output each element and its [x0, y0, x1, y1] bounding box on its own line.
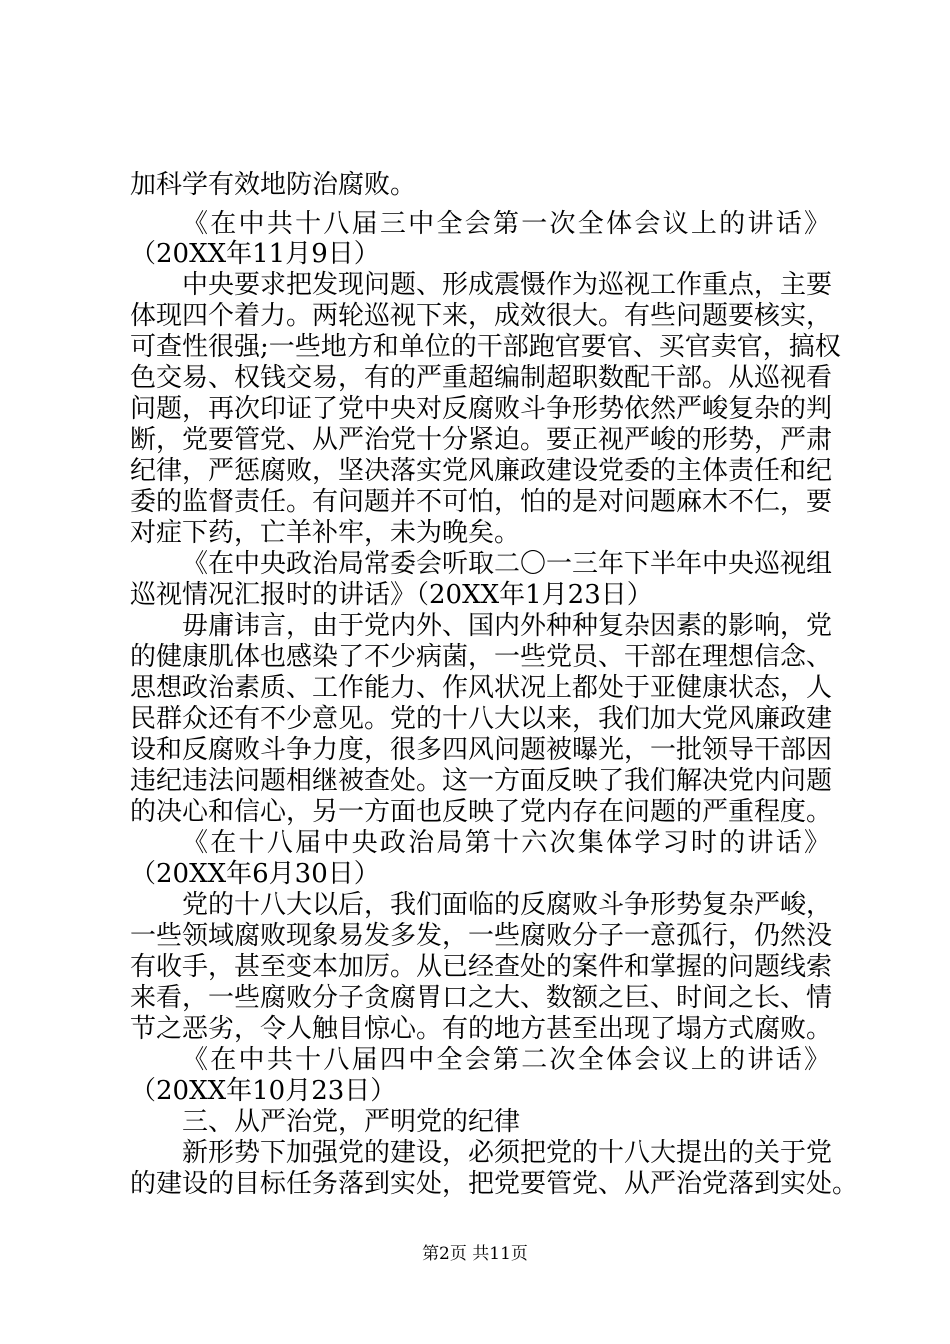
text-line: 加科学有效地防治腐败。	[130, 170, 417, 200]
text-line: 毋庸讳言，由于党内外、国内外种种复杂因素的影响，党	[182, 611, 833, 641]
text-line: 设和反腐败斗争力度，很多四风问题被曝光，一批领导干部因	[130, 735, 833, 765]
text-line: 体现四个着力。两轮巡视下来，成效很大。有些问题要核实，	[130, 301, 833, 331]
section-heading: 三、从严治党，严明党的纪律	[182, 1107, 521, 1137]
citation-date: （20XX年6月30日）	[130, 859, 380, 889]
text-line: 有收手，甚至变本加厉。从已经查处的案件和掌握的问题线索	[130, 952, 833, 982]
text-line: 思想政治素质、工作能力、作风状况上都处于亚健康状态，人	[130, 673, 833, 703]
citation-date: （20XX年10月23日）	[130, 1076, 397, 1106]
text-line: 民群众还有不少意见。党的十八大以来，我们加大党风廉政建	[130, 704, 833, 734]
citation-date: （20XX年11月9日）	[130, 239, 380, 269]
text-line: 的建设的目标任务落到实处，把党要管党、从严治党落到实处。	[130, 1169, 859, 1199]
text-line: 来看，一些腐败分子贪腐胃口之大、数额之巨、时间之长、情	[130, 983, 833, 1013]
text-line: 违纪违法问题相继被查处。这一方面反映了我们解决党内问题	[130, 766, 833, 796]
text-line: 对症下药，亡羊补牢，未为晚矣。	[130, 518, 521, 548]
text-line: 委的监督责任。有问题并不可怕，怕的是对问题麻木不仁，要	[130, 487, 833, 517]
text-line: 的健康肌体也感染了不少病菌，一些党员、干部在理想信念、	[130, 642, 833, 672]
text-line: 节之恶劣，令人触目惊心。有的地方甚至出现了塌方式腐败。	[130, 1014, 833, 1044]
text-line: 的决心和信心，另一方面也反映了党内存在问题的严重程度。	[130, 797, 833, 827]
text-line: 新形势下加强党的建设，必须把党的十八大提出的关于党	[182, 1138, 833, 1168]
page-number-footer: 第2页 共11页	[422, 1244, 528, 1264]
text-line: 中央要求把发现问题、形成震慑作为巡视工作重点，主要	[182, 270, 833, 300]
text-line: 色交易、权钱交易，有的严重超编制超职数配干部。从巡视看	[130, 363, 833, 393]
text-line: 可查性很强;一些地方和单位的干部跑官要官、买官卖官，搞权	[130, 332, 841, 362]
text-line: 问题，再次印证了党中央对反腐败斗争形势依然严峻复杂的判	[130, 394, 833, 424]
citation-title: 《在十八届中央政治局第十六次集体学习时的讲话》	[182, 828, 830, 858]
text-line: 党的十八大以后，我们面临的反腐败斗争形势复杂严峻，	[182, 890, 833, 920]
citation-title: 巡视情况汇报时的讲话》（20XX年1月23日）	[130, 580, 653, 610]
text-line: 一些领域腐败现象易发多发，一些腐败分子一意孤行，仍然没	[130, 921, 833, 951]
citation-title: 《在中共十八届三中全会第一次全体会议上的讲话》	[182, 209, 830, 239]
text-line: 断，党要管党、从严治党十分紧迫。要正视严峻的形势，严肃	[130, 425, 833, 455]
citation-title: 《在中央政治局常委会听取二〇一三年下半年中央巡视组	[182, 549, 833, 579]
citation-title: 《在中共十八届四中全会第二次全体会议上的讲话》	[182, 1045, 830, 1075]
text-line: 纪律，严惩腐败，坚决落实党风廉政建设党委的主体责任和纪	[130, 456, 833, 486]
